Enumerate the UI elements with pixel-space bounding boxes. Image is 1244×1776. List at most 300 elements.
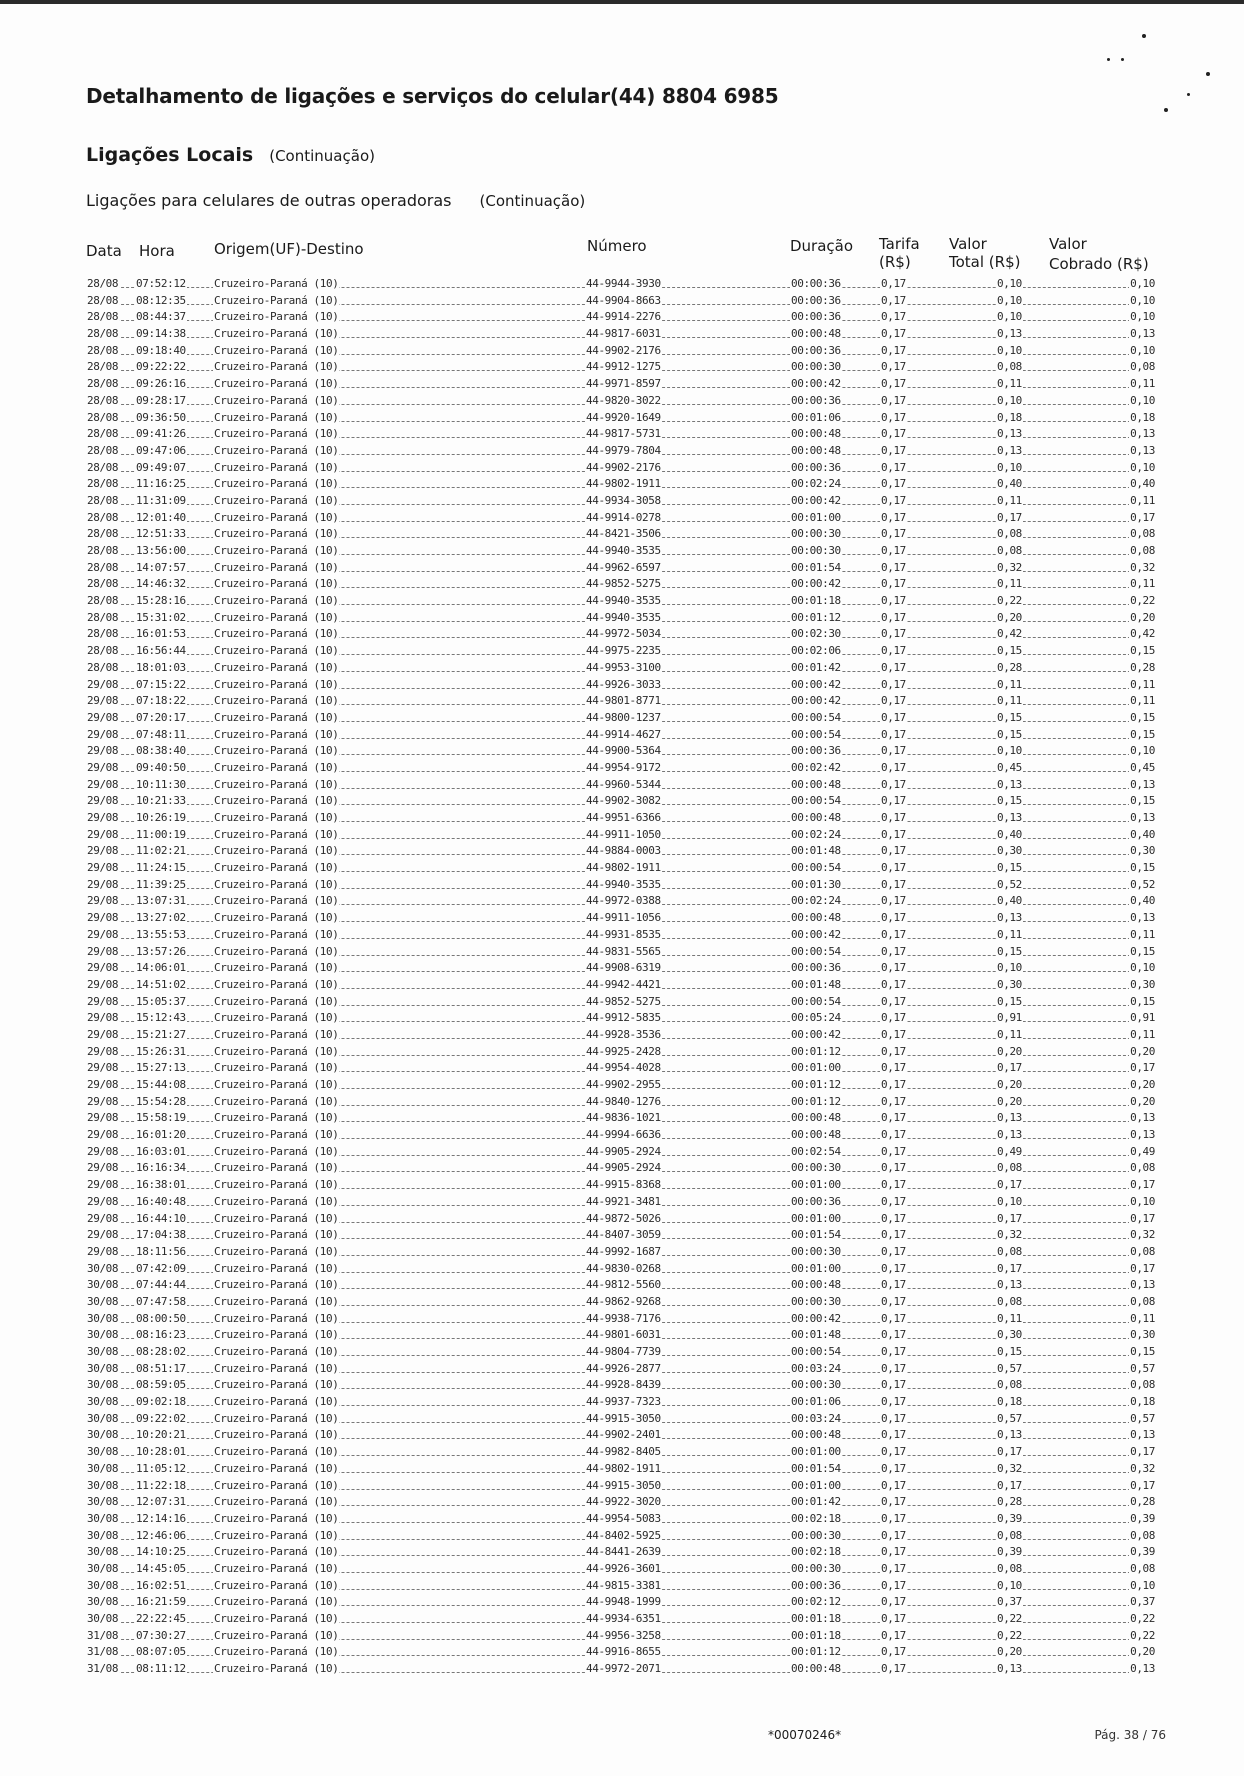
table-row (86, 1361, 1156, 1378)
cell-valor-cobrado: 0,15 (1130, 794, 1155, 808)
cell-tarifa: 0,17 (881, 610, 906, 624)
table-row (86, 343, 1156, 360)
table-row (86, 1211, 1156, 1228)
cell-origem: Cruzeiro-Paraná (10) (214, 343, 339, 357)
table-row (86, 1578, 1156, 1595)
cell-valor-cobrado: 0,10 (1130, 1194, 1155, 1208)
cell-numero: 44-9817-5731 (586, 427, 661, 441)
cell-hora: 15:05:37 (136, 994, 186, 1008)
cell-duracao: 00:00:30 (791, 1244, 841, 1258)
cell-origem: Cruzeiro-Paraná (10) (214, 1595, 339, 1609)
cell-valor-total: 0,28 (997, 660, 1022, 674)
cell-tarifa: 0,17 (881, 410, 906, 424)
cell-hora: 16:02:51 (136, 1578, 186, 1592)
cell-origem: Cruzeiro-Paraná (10) (214, 1111, 339, 1125)
cell-valor-total: 0,10 (997, 393, 1022, 407)
section-title: Ligações Locais (86, 144, 254, 166)
cell-data: 28/08 (87, 493, 119, 507)
cell-valor-total: 0,08 (997, 527, 1022, 541)
cell-tarifa: 0,17 (881, 327, 906, 341)
cell-duracao: 00:00:48 (791, 1428, 841, 1442)
cell-valor-cobrado: 0,15 (1130, 1345, 1155, 1358)
cell-duracao: 00:01:54 (791, 560, 841, 574)
cell-duracao: 00:00:48 (791, 1128, 841, 1142)
col-header-valor-total-label: Valor (949, 235, 987, 253)
cell-origem: Cruzeiro-Paraná (10) (214, 977, 339, 991)
table-row (86, 660, 1156, 677)
table-row (86, 1661, 1156, 1678)
cell-numero: 44-9972-5034 (586, 627, 661, 641)
cell-valor-cobrado: 0,08 (1130, 1244, 1155, 1258)
cell-tarifa: 0,17 (881, 1161, 906, 1175)
cell-tarifa: 0,17 (881, 710, 906, 724)
cell-duracao: 00:01:18 (791, 1612, 841, 1625)
cell-numero: 44-9942-4421 (586, 977, 661, 991)
cell-valor-total: 0,13 (997, 777, 1022, 791)
cell-hora: 15:26:31 (136, 1044, 186, 1058)
cell-data: 29/08 (87, 760, 119, 774)
cell-valor-total: 0,20 (997, 1645, 1022, 1659)
cell-origem: Cruzeiro-Paraná (10) (214, 677, 339, 691)
cell-valor-total: 0,57 (997, 1411, 1022, 1425)
cell-origem: Cruzeiro-Paraná (10) (214, 894, 339, 908)
cell-duracao: 00:00:36 (791, 744, 841, 758)
cell-tarifa: 0,17 (881, 644, 906, 658)
cell-tarifa: 0,17 (881, 1094, 906, 1108)
cell-data: 28/08 (87, 293, 119, 307)
cell-numero: 44-9815-3381 (586, 1578, 661, 1592)
table-row (86, 1077, 1156, 1094)
cell-numero: 44-9817-6031 (586, 327, 661, 341)
cell-tarifa: 0,17 (881, 1662, 906, 1676)
cell-duracao: 00:02:24 (791, 827, 841, 841)
cell-hora: 08:11:12 (136, 1662, 186, 1676)
cell-data: 30/08 (87, 1261, 119, 1275)
cell-data: 29/08 (87, 994, 119, 1008)
cell-hora: 08:51:17 (136, 1361, 186, 1375)
cell-tarifa: 0,17 (881, 894, 906, 908)
cell-data: 28/08 (87, 644, 119, 658)
cell-hora: 08:16:23 (136, 1328, 186, 1342)
cell-tarifa: 0,17 (881, 861, 906, 875)
cell-numero: 44-9830-0268 (586, 1261, 661, 1275)
cell-tarifa: 0,17 (881, 1211, 906, 1225)
cell-origem: Cruzeiro-Paraná (10) (214, 794, 339, 808)
table-row (86, 1461, 1156, 1478)
cell-duracao: 00:03:24 (791, 1411, 841, 1425)
table-row (86, 276, 1156, 293)
cell-hora: 08:44:37 (136, 310, 186, 324)
cell-origem: Cruzeiro-Paraná (10) (214, 911, 339, 925)
cell-numero: 44-9920-1649 (586, 410, 661, 424)
cell-origem: Cruzeiro-Paraná (10) (214, 694, 339, 708)
cell-data: 28/08 (87, 527, 119, 541)
cell-tarifa: 0,17 (881, 694, 906, 708)
table-row (86, 1427, 1156, 1444)
cell-tarifa: 0,17 (881, 277, 906, 290)
cell-valor-total: 0,30 (997, 977, 1022, 991)
cell-origem: Cruzeiro-Paraná (10) (214, 1511, 339, 1525)
cell-origem: Cruzeiro-Paraná (10) (214, 1395, 339, 1409)
cell-valor-total: 0,22 (997, 1612, 1022, 1625)
cell-duracao: 00:00:42 (791, 927, 841, 941)
cell-valor-cobrado: 0,13 (1130, 1128, 1155, 1142)
cell-data: 29/08 (87, 944, 119, 958)
cell-duracao: 00:00:54 (791, 794, 841, 808)
cell-numero: 44-9954-9172 (586, 760, 661, 774)
table-row (86, 576, 1156, 593)
cell-hora: 07:52:12 (136, 277, 186, 290)
cell-origem: Cruzeiro-Paraná (10) (214, 1428, 339, 1442)
cell-hora: 09:22:22 (136, 360, 186, 374)
cell-duracao: 00:01:00 (791, 1478, 841, 1492)
cell-hora: 14:10:25 (136, 1545, 186, 1559)
section-continuation: (Continuação) (269, 147, 375, 165)
cell-tarifa: 0,17 (881, 794, 906, 808)
cell-data: 30/08 (87, 1578, 119, 1592)
cell-numero: 44-9928-3536 (586, 1027, 661, 1041)
subsection-heading (86, 191, 585, 210)
cell-origem: Cruzeiro-Paraná (10) (214, 811, 339, 824)
cell-data: 28/08 (87, 594, 119, 608)
cell-hora: 16:16:34 (136, 1161, 186, 1175)
cell-origem: Cruzeiro-Paraná (10) (214, 360, 339, 374)
table-row (86, 877, 1156, 894)
table-row (86, 1377, 1156, 1394)
table-row (86, 860, 1156, 877)
cell-origem: Cruzeiro-Paraná (10) (214, 644, 339, 658)
cell-tarifa: 0,17 (881, 627, 906, 641)
cell-duracao: 00:01:12 (791, 1645, 841, 1659)
cell-valor-total: 0,13 (997, 1662, 1022, 1676)
cell-tarifa: 0,17 (881, 1278, 906, 1292)
cell-duracao: 00:00:36 (791, 393, 841, 407)
cell-data: 29/08 (87, 727, 119, 741)
cell-origem: Cruzeiro-Paraná (10) (214, 861, 339, 875)
cell-hora: 17:04:38 (136, 1228, 186, 1242)
cell-numero: 44-9902-2401 (586, 1428, 661, 1442)
table-row (86, 326, 1156, 343)
cell-hora: 08:00:50 (136, 1311, 186, 1325)
cell-origem: Cruzeiro-Paraná (10) (214, 1311, 339, 1325)
table-row (86, 1277, 1156, 1294)
cell-numero: 44-9862-9268 (586, 1294, 661, 1308)
cell-tarifa: 0,17 (881, 1261, 906, 1275)
cell-tarifa: 0,17 (881, 1044, 906, 1058)
table-row (86, 977, 1156, 994)
cell-valor-total: 0,08 (997, 1244, 1022, 1258)
cell-hora: 11:24:15 (136, 861, 186, 875)
cell-numero: 44-9912-5835 (586, 1011, 661, 1025)
cell-hora: 13:27:02 (136, 911, 186, 925)
cell-duracao: 00:01:42 (791, 1495, 841, 1509)
cell-hora: 09:14:38 (136, 327, 186, 341)
cell-numero: 44-9902-2955 (586, 1078, 661, 1091)
cell-valor-cobrado: 0,17 (1130, 1478, 1155, 1492)
cell-valor-total: 0,18 (997, 1395, 1022, 1409)
cell-valor-total: 0,15 (997, 1345, 1022, 1358)
col-header-tarifa-unit: (R$) (879, 253, 911, 271)
cell-duracao: 00:00:48 (791, 327, 841, 341)
cell-hora: 11:39:25 (136, 877, 186, 891)
cell-numero: 44-9884-0003 (586, 844, 661, 858)
cell-duracao: 00:00:48 (791, 443, 841, 457)
cell-tarifa: 0,17 (881, 1178, 906, 1192)
cell-valor-cobrado: 0,11 (1130, 493, 1155, 507)
cell-data: 29/08 (87, 911, 119, 925)
cell-valor-cobrado: 0,13 (1130, 911, 1155, 925)
cell-duracao: 00:02:12 (791, 1595, 841, 1609)
cell-data: 29/08 (87, 927, 119, 941)
cell-data: 30/08 (87, 1445, 119, 1459)
table-row (86, 543, 1156, 560)
cell-duracao: 00:01:54 (791, 1228, 841, 1242)
section-heading (86, 144, 375, 166)
cell-hora: 14:46:32 (136, 577, 186, 591)
cell-numero: 44-9802-1911 (586, 1461, 661, 1475)
cell-origem: Cruzeiro-Paraná (10) (214, 1545, 339, 1559)
table-row (86, 927, 1156, 944)
cell-numero: 44-9912-1275 (586, 360, 661, 374)
cell-valor-cobrado: 0,10 (1130, 293, 1155, 307)
cell-data: 28/08 (87, 510, 119, 524)
cell-origem: Cruzeiro-Paraná (10) (214, 410, 339, 424)
cell-valor-total: 0,18 (997, 410, 1022, 424)
cell-duracao: 00:02:18 (791, 1511, 841, 1525)
cell-numero: 44-9938-7176 (586, 1311, 661, 1325)
subsection-continuation: (Continuação) (479, 192, 586, 210)
cell-valor-total: 0,13 (997, 1128, 1022, 1142)
col-header-tarifa (879, 235, 920, 271)
cell-data: 28/08 (87, 477, 119, 491)
cell-hora: 14:07:57 (136, 560, 186, 574)
cell-numero: 44-9802-1911 (586, 861, 661, 875)
table-row (86, 443, 1156, 460)
cell-data: 28/08 (87, 277, 119, 290)
cell-valor-cobrado: 0,17 (1130, 1178, 1155, 1192)
cell-data: 29/08 (87, 1178, 119, 1192)
cell-numero: 44-9900-5364 (586, 744, 661, 758)
cell-valor-cobrado: 0,15 (1130, 644, 1155, 658)
cell-valor-total: 0,15 (997, 861, 1022, 875)
cell-hora: 16:40:48 (136, 1194, 186, 1208)
cell-valor-total: 0,10 (997, 1194, 1022, 1208)
cell-duracao: 00:00:42 (791, 694, 841, 708)
cell-hora: 09:02:18 (136, 1395, 186, 1409)
cell-valor-cobrado: 0,10 (1130, 343, 1155, 357)
cell-data: 28/08 (87, 410, 119, 424)
cell-valor-total: 0,42 (997, 627, 1022, 641)
table-row (86, 1611, 1156, 1628)
cell-valor-cobrado: 0,08 (1130, 544, 1155, 557)
cell-valor-cobrado: 0,28 (1130, 1495, 1155, 1509)
cell-numero: 44-9852-5275 (586, 994, 661, 1008)
cell-origem: Cruzeiro-Paraná (10) (214, 544, 339, 557)
cell-hora: 18:11:56 (136, 1244, 186, 1258)
cell-data: 29/08 (87, 1111, 119, 1125)
cell-hora: 09:28:17 (136, 393, 186, 407)
table-row (86, 1244, 1156, 1261)
cell-numero: 44-9812-5560 (586, 1278, 661, 1292)
cell-tarifa: 0,17 (881, 427, 906, 441)
cell-valor-total: 0,10 (997, 460, 1022, 474)
cell-data: 28/08 (87, 544, 119, 557)
col-header-valor-cobrado-unit: Cobrado (R$) (1049, 255, 1149, 273)
cell-valor-cobrado: 0,13 (1130, 1662, 1155, 1676)
table-row (86, 610, 1156, 627)
cell-duracao: 00:00:48 (791, 911, 841, 925)
table-row (86, 944, 1156, 961)
cell-valor-total: 0,13 (997, 811, 1022, 824)
cell-hora: 09:22:02 (136, 1411, 186, 1425)
cell-valor-total: 0,20 (997, 1044, 1022, 1058)
cell-numero: 44-9902-2176 (586, 343, 661, 357)
cell-data: 29/08 (87, 777, 119, 791)
cell-numero: 44-9926-3033 (586, 677, 661, 691)
table-row (86, 760, 1156, 777)
cell-numero: 44-9915-3050 (586, 1478, 661, 1492)
cell-hora: 16:01:53 (136, 627, 186, 641)
cell-hora: 10:26:19 (136, 811, 186, 824)
cell-tarifa: 0,17 (881, 594, 906, 608)
table-row (86, 1144, 1156, 1161)
cell-numero: 44-9979-7804 (586, 443, 661, 457)
cell-duracao: 00:02:54 (791, 1144, 841, 1158)
cell-data: 28/08 (87, 393, 119, 407)
cell-data: 28/08 (87, 560, 119, 574)
cell-duracao: 00:02:30 (791, 627, 841, 641)
cell-duracao: 00:01:48 (791, 1328, 841, 1342)
cell-valor-cobrado: 0,30 (1130, 844, 1155, 858)
cell-numero: 44-9902-3082 (586, 794, 661, 808)
table-row (86, 1444, 1156, 1461)
cell-valor-total: 0,13 (997, 1278, 1022, 1292)
table-row (86, 1644, 1156, 1661)
cell-tarifa: 0,17 (881, 1228, 906, 1242)
cell-origem: Cruzeiro-Paraná (10) (214, 393, 339, 407)
cell-tarifa: 0,17 (881, 1294, 906, 1308)
cell-hora: 07:15:22 (136, 677, 186, 691)
cell-numero: 44-9905-2924 (586, 1144, 661, 1158)
cell-origem: Cruzeiro-Paraná (10) (214, 1128, 339, 1142)
cell-hora: 11:31:09 (136, 493, 186, 507)
cell-origem: Cruzeiro-Paraná (10) (214, 1061, 339, 1075)
cell-duracao: 00:00:42 (791, 493, 841, 507)
col-header-valor-cobrado-label: Valor (1049, 235, 1087, 253)
cell-numero: 44-9926-3601 (586, 1561, 661, 1575)
cell-data: 29/08 (87, 710, 119, 724)
cell-hora: 12:46:06 (136, 1528, 186, 1542)
cell-valor-total: 0,45 (997, 760, 1022, 774)
cell-tarifa: 0,17 (881, 1061, 906, 1075)
calls-table (86, 276, 1156, 1678)
cell-tarifa: 0,17 (881, 1378, 906, 1392)
cell-duracao: 00:00:36 (791, 293, 841, 307)
cell-origem: Cruzeiro-Paraná (10) (214, 594, 339, 608)
cell-valor-cobrado: 0,32 (1130, 560, 1155, 574)
cell-hora: 07:47:58 (136, 1294, 186, 1308)
cell-origem: Cruzeiro-Paraná (10) (214, 1411, 339, 1425)
cell-numero: 44-9911-1056 (586, 911, 661, 925)
cell-valor-total: 0,37 (997, 1595, 1022, 1609)
cell-valor-total: 0,08 (997, 1294, 1022, 1308)
cell-duracao: 00:00:42 (791, 377, 841, 391)
cell-valor-total: 0,13 (997, 1428, 1022, 1442)
cell-data: 28/08 (87, 577, 119, 591)
cell-duracao: 00:01:12 (791, 1078, 841, 1091)
table-row (86, 460, 1156, 477)
cell-numero: 44-9914-0278 (586, 510, 661, 524)
table-row (86, 743, 1156, 760)
cell-valor-cobrado: 0,08 (1130, 1561, 1155, 1575)
table-row (86, 727, 1156, 744)
cell-tarifa: 0,17 (881, 1561, 906, 1575)
cell-duracao: 00:01:54 (791, 1461, 841, 1475)
cell-valor-cobrado: 0,15 (1130, 727, 1155, 741)
cell-numero: 44-9992-1687 (586, 1244, 661, 1258)
cell-hora: 15:31:02 (136, 610, 186, 624)
cell-tarifa: 0,17 (881, 1478, 906, 1492)
cell-duracao: 00:01:12 (791, 1044, 841, 1058)
cell-valor-cobrado: 0,17 (1130, 1211, 1155, 1225)
table-row (86, 643, 1156, 660)
cell-origem: Cruzeiro-Paraná (10) (214, 760, 339, 774)
cell-origem: Cruzeiro-Paraná (10) (214, 577, 339, 591)
cell-hora: 09:26:16 (136, 377, 186, 391)
cell-data: 30/08 (87, 1461, 119, 1475)
table-row (86, 560, 1156, 577)
cell-valor-cobrado: 0,11 (1130, 927, 1155, 941)
cell-origem: Cruzeiro-Paraná (10) (214, 1628, 339, 1642)
cell-numero: 44-9954-4028 (586, 1061, 661, 1075)
cell-origem: Cruzeiro-Paraná (10) (214, 1078, 339, 1091)
table-row (86, 1177, 1156, 1194)
cell-valor-total: 0,17 (997, 1178, 1022, 1192)
cell-duracao: 00:00:54 (791, 944, 841, 958)
cell-hora: 16:21:59 (136, 1595, 186, 1609)
cell-tarifa: 0,17 (881, 961, 906, 975)
cell-data: 29/08 (87, 877, 119, 891)
cell-numero: 44-8441-2639 (586, 1545, 661, 1559)
cell-tarifa: 0,17 (881, 1628, 906, 1642)
cell-origem: Cruzeiro-Paraná (10) (214, 827, 339, 841)
cell-numero: 44-9852-5275 (586, 577, 661, 591)
cell-origem: Cruzeiro-Paraná (10) (214, 1244, 339, 1258)
cell-numero: 44-9937-7323 (586, 1395, 661, 1409)
cell-hora: 09:47:06 (136, 443, 186, 457)
cell-duracao: 00:00:54 (791, 727, 841, 741)
cell-data: 29/08 (87, 1128, 119, 1142)
cell-duracao: 00:00:54 (791, 861, 841, 875)
table-row (86, 376, 1156, 393)
col-header-numero: Número (587, 237, 647, 255)
cell-data: 28/08 (87, 343, 119, 357)
table-row (86, 1160, 1156, 1177)
cell-valor-cobrado: 0,10 (1130, 393, 1155, 407)
cell-origem: Cruzeiro-Paraná (10) (214, 427, 339, 441)
cell-valor-cobrado: 0,10 (1130, 310, 1155, 324)
cell-valor-cobrado: 0,17 (1130, 1061, 1155, 1075)
table-row (86, 1194, 1156, 1211)
cell-tarifa: 0,17 (881, 1027, 906, 1041)
cell-numero: 44-9914-4627 (586, 727, 661, 741)
cell-tarifa: 0,17 (881, 377, 906, 391)
cell-hora: 16:38:01 (136, 1178, 186, 1192)
cell-valor-total: 0,11 (997, 377, 1022, 391)
cell-hora: 11:22:18 (136, 1478, 186, 1492)
cell-hora: 09:40:50 (136, 760, 186, 774)
cell-data: 29/08 (87, 1078, 119, 1091)
